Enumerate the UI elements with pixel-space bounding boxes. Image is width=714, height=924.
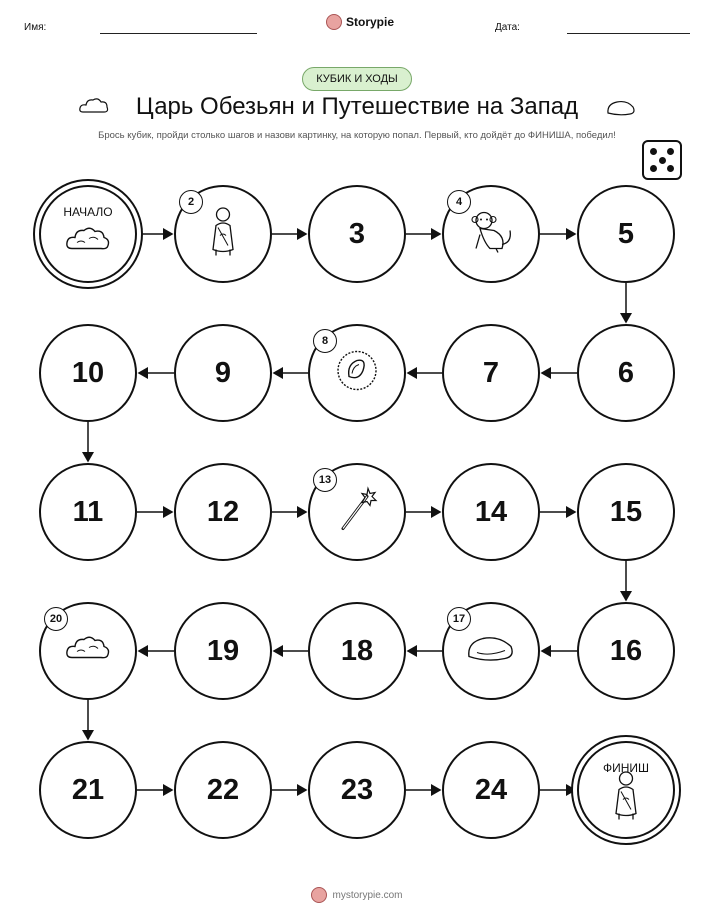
date-label: Дата: <box>495 22 520 33</box>
board-cell-17[interactable] <box>442 602 540 700</box>
board-cell-18[interactable] <box>308 602 406 700</box>
monk-icon <box>208 206 238 263</box>
footer <box>0 887 714 903</box>
cell-number: 16 <box>609 634 643 667</box>
board-cell-2[interactable] <box>174 185 272 283</box>
board-cell-22[interactable] <box>174 741 272 839</box>
board-cell-14[interactable] <box>442 463 540 561</box>
cell-number: 12 <box>206 495 240 528</box>
cell-number-badge: 8 <box>313 329 337 353</box>
board-cell-24[interactable] <box>442 741 540 839</box>
footer-url[interactable]: mystorypie.com <box>332 889 403 901</box>
cloud-icon <box>65 634 111 669</box>
board-cell-9[interactable] <box>174 324 272 422</box>
monk-icon <box>611 769 641 826</box>
board-cell-6[interactable] <box>577 324 675 422</box>
cell-number: 11 <box>72 495 104 528</box>
storypie-logo-icon <box>311 887 327 903</box>
cell-number: 3 <box>348 217 366 250</box>
cell-number: 7 <box>482 356 500 389</box>
board-cell-15[interactable] <box>577 463 675 561</box>
board-cell-3[interactable] <box>308 185 406 283</box>
cell-number-badge: 2 <box>179 190 203 214</box>
board-cell-20[interactable] <box>39 602 137 700</box>
instructions: Брось кубик, пройди столько шагов и назови картинку, на которую попал. Первый, кто дойдёт до ФИНИША, победил! <box>98 130 616 141</box>
category-tag: КУБИК И ХОДЫ <box>302 67 412 91</box>
cell-number-badge: 13 <box>313 468 337 492</box>
cell-number: 22 <box>206 773 240 806</box>
cell-label: ФИНИШ <box>602 761 650 775</box>
board-cell-19[interactable] <box>174 602 272 700</box>
board-cell-7[interactable] <box>442 324 540 422</box>
cell-number: 15 <box>609 495 643 528</box>
start-cell[interactable] <box>39 185 137 283</box>
board-cell-10[interactable] <box>39 324 137 422</box>
cloud-icon <box>65 224 111 259</box>
cell-number: 9 <box>214 356 232 389</box>
board-cell-4[interactable] <box>442 185 540 283</box>
cell-number: 5 <box>617 217 635 250</box>
board-cell-23[interactable] <box>308 741 406 839</box>
cell-number: 6 <box>617 356 635 389</box>
board-cell-16[interactable] <box>577 602 675 700</box>
cell-number-badge: 20 <box>44 607 68 631</box>
board-cell-21[interactable] <box>39 741 137 839</box>
cell-number: 14 <box>474 495 508 528</box>
cell-number: 23 <box>340 773 374 806</box>
board-cell-5[interactable] <box>577 185 675 283</box>
magic-staff-icon <box>335 485 379 540</box>
cell-number: 21 <box>71 773 105 806</box>
cell-number-badge: 17 <box>447 607 471 631</box>
brand-name: Storypie <box>346 15 395 29</box>
stone-icon <box>465 633 517 670</box>
page-title: Царь Обезьян и Путешествие на Запад <box>135 93 579 120</box>
cell-number-badge: 4 <box>447 190 471 214</box>
cell-number: 10 <box>71 356 105 389</box>
peach-icon <box>333 347 381 400</box>
cell-number: 19 <box>206 634 240 667</box>
cell-label: НАЧАЛО <box>63 205 113 219</box>
board-cell-11[interactable] <box>39 463 137 561</box>
board-cell-12[interactable] <box>174 463 272 561</box>
cell-number: 24 <box>474 773 508 806</box>
finish-cell[interactable] <box>577 741 675 839</box>
cell-number: 18 <box>340 634 374 667</box>
board-cell-8[interactable] <box>308 324 406 422</box>
name-label: Имя: <box>24 22 47 33</box>
monkey-icon <box>466 209 516 260</box>
board-cell-13[interactable] <box>308 463 406 561</box>
